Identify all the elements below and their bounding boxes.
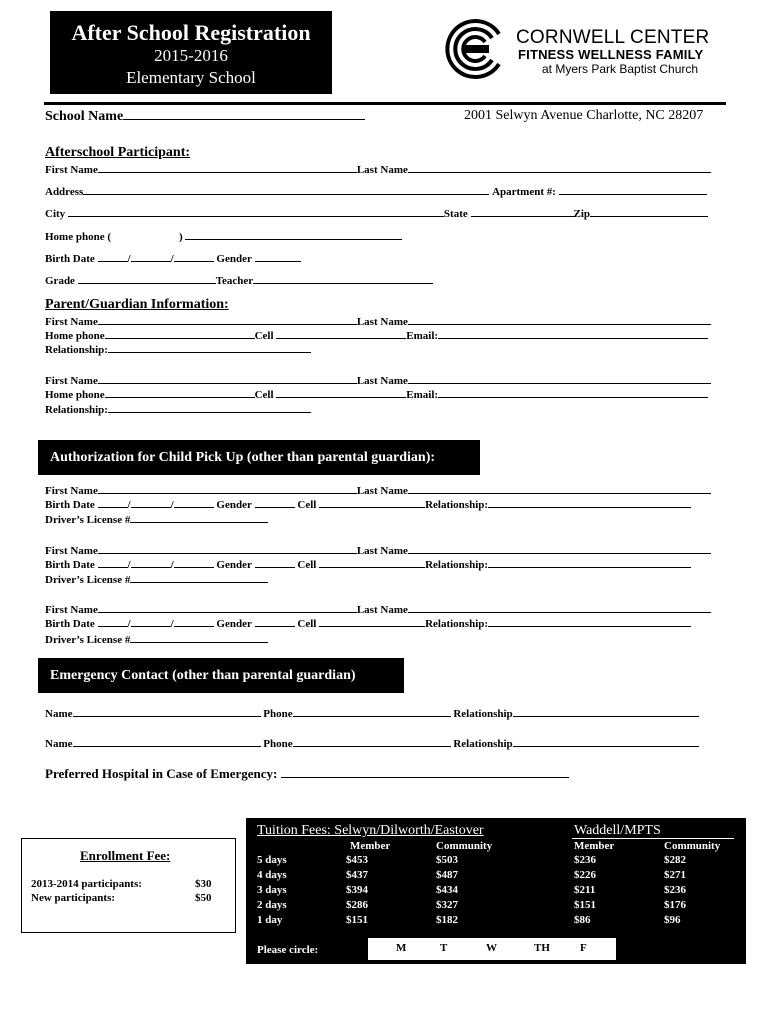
hospital-row [45, 766, 569, 782]
home-phone-label: Home phone [45, 330, 105, 342]
guardian2-phone-row [45, 387, 708, 401]
last-name-label: Last Name [356, 485, 408, 497]
col-community: Community [436, 840, 493, 852]
guardian1-last-name-input[interactable] [408, 314, 711, 325]
participant-city-row [45, 206, 708, 220]
grade-input[interactable] [78, 273, 216, 284]
form-title: After School Registration [71, 20, 311, 45]
last-name-label: Last Name [356, 545, 408, 557]
pickup1-name-row [45, 483, 711, 497]
pickup1-gender-input[interactable] [255, 497, 295, 508]
tuition-price: $286 [346, 899, 368, 911]
city-input[interactable] [68, 206, 444, 217]
enrollment-fee-box [21, 838, 236, 933]
emergency2-row [45, 736, 699, 750]
logo-name: CORNWELL CENTER [516, 27, 710, 48]
date-slash: / [127, 499, 131, 511]
birth-date-label: Birth Date [45, 618, 95, 630]
pickup3-last-name-input[interactable] [408, 602, 711, 613]
guardian2-relationship-input[interactable] [108, 402, 311, 413]
paren-close: ) [179, 231, 183, 243]
gender-input[interactable] [255, 251, 301, 262]
tuition-price: $211 [574, 884, 596, 896]
pickup2-name-row [45, 543, 711, 557]
last-name-label: Last Name [356, 604, 408, 616]
pickup2-birth-row [45, 557, 691, 571]
relationship-label: Relationship: [425, 618, 489, 630]
guardian1-relationship-row [45, 342, 311, 356]
guardian1-cell-input[interactable] [276, 328, 406, 339]
teacher-input[interactable] [253, 273, 433, 284]
birth-date-label: Birth Date [45, 253, 95, 265]
tuition-price: $503 [436, 854, 458, 866]
first-name-label: First Name [45, 316, 98, 328]
guardian1-relationship-input[interactable] [108, 342, 311, 353]
guardian1-home-phone-input[interactable] [105, 328, 255, 339]
tuition-days-label: 5 days [257, 854, 287, 866]
date-slash: / [170, 559, 174, 571]
pickup2-birth-year-input[interactable] [174, 557, 214, 568]
col-member: Member [350, 840, 391, 852]
emergency-banner: Emergency Contact (other than parental guardian) [38, 658, 404, 693]
date-slash: / [170, 253, 174, 265]
participant-grade-row [45, 273, 433, 287]
state-input[interactable] [471, 206, 574, 217]
first-name-label: First Name [45, 604, 98, 616]
pickup1-birth-year-input[interactable] [174, 497, 214, 508]
first-name-label: First Name [45, 164, 98, 176]
relationship-label: Relationship [453, 708, 513, 720]
state-label: State [443, 208, 468, 220]
guardian2-email-input[interactable] [438, 387, 708, 398]
tuition-price: $86 [574, 914, 591, 926]
pickup3-license-input[interactable] [130, 632, 268, 643]
guardian1-name-row [45, 314, 711, 328]
apartment-label: Apartment #: [492, 186, 556, 198]
birth-year-input[interactable] [174, 251, 214, 262]
pickup1-license-input[interactable] [130, 512, 268, 523]
guardian2-last-name-input[interactable] [408, 373, 711, 384]
tuition-price: $151 [574, 899, 596, 911]
waddell-rule [572, 838, 734, 839]
apartment-input[interactable] [559, 184, 707, 195]
enrollment-row-fee: $30 [195, 878, 212, 890]
zip-input[interactable] [590, 206, 708, 217]
emergency1-phone-input[interactable] [293, 706, 451, 717]
form-title-block [50, 11, 332, 94]
enrollment-fee-title: Enrollment Fee: [80, 848, 171, 863]
gender-label: Gender [216, 618, 252, 630]
tuition-title-waddell: Waddell/MPTS [574, 823, 661, 838]
enrollment-row-fee: $50 [195, 892, 212, 904]
name-label: Name [45, 708, 73, 720]
participant-phone-row [45, 229, 402, 243]
first-name-label: First Name [45, 485, 98, 497]
emergency2-phone-input[interactable] [293, 736, 451, 747]
day-option-friday[interactable]: F [580, 942, 587, 954]
guardian2-cell-input[interactable] [276, 387, 406, 398]
tuition-price: $434 [436, 884, 458, 896]
emergency1-relationship-input[interactable] [513, 706, 699, 717]
pickup2-gender-input[interactable] [255, 557, 295, 568]
birth-day-input[interactable] [131, 251, 171, 262]
tuition-days-label: 3 days [257, 884, 287, 896]
form-year: 2015-2016 [154, 46, 228, 65]
birth-date-label: Birth Date [45, 559, 95, 571]
date-slash: / [127, 618, 131, 630]
pickup3-license-row [45, 632, 268, 646]
tuition-price: $453 [346, 854, 368, 866]
pickup-banner: Authorization for Child Pick Up (other than parental guardian): [38, 440, 480, 475]
date-slash: / [127, 559, 131, 571]
tuition-days-label: 1 day [257, 914, 283, 926]
city-label: City [45, 208, 66, 220]
emergency2-name-input[interactable] [73, 736, 261, 747]
date-slash: / [170, 499, 174, 511]
pickup2-cell-input[interactable] [319, 557, 425, 568]
gender-label: Gender [216, 499, 252, 511]
email-label: Email: [406, 389, 439, 401]
phone-label: Phone [263, 708, 293, 720]
tuition-price: $394 [346, 884, 368, 896]
tuition-price: $282 [664, 854, 686, 866]
license-label: Driver’s License # [45, 634, 131, 646]
header-rule [44, 102, 726, 105]
email-label: Email: [406, 330, 439, 342]
tuition-price: $437 [346, 869, 368, 881]
tuition-price: $226 [574, 869, 596, 881]
col-community: Community [664, 840, 721, 852]
tuition-price: $271 [664, 869, 686, 881]
cell-label: Cell [297, 559, 317, 571]
pickup2-birth-month-input[interactable] [98, 557, 128, 568]
pickup2-relationship-input[interactable] [488, 557, 691, 568]
license-label: Driver’s License # [45, 574, 131, 586]
home-phone-label: Home phone [45, 389, 105, 401]
grade-label: Grade [45, 275, 75, 287]
pickup2-birth-day-input[interactable] [131, 557, 171, 568]
participant-first-name-input[interactable] [98, 162, 357, 173]
pickup3-cell-input[interactable] [319, 616, 425, 627]
cell-label: Cell [297, 499, 317, 511]
pickup3-birth-row [45, 616, 691, 630]
participant-address-row [45, 184, 707, 198]
guardian2-home-phone-input[interactable] [105, 387, 255, 398]
cell-label: Cell [254, 330, 274, 342]
col-member: Member [574, 840, 615, 852]
guardian1-first-name-input[interactable] [98, 314, 357, 325]
cell-label: Cell [297, 618, 317, 630]
participant-name-row [45, 162, 711, 176]
day-option-thursday[interactable]: TH [534, 942, 550, 954]
cell-label: Cell [254, 389, 274, 401]
pickup1-relationship-input[interactable] [488, 497, 691, 508]
please-circle-label: Please circle: [257, 944, 319, 956]
emergency1-name-input[interactable] [73, 706, 261, 717]
day-option-wednesday[interactable]: W [486, 942, 497, 954]
school-name-input[interactable] [123, 109, 365, 120]
guardian1-email-input[interactable] [438, 328, 708, 339]
pickup1-birth-month-input[interactable] [98, 497, 128, 508]
pickup1-birth-row [45, 497, 691, 511]
pickup1-last-name-input[interactable] [408, 483, 711, 494]
zip-label: Zip [573, 208, 591, 220]
tuition-price: $236 [574, 854, 596, 866]
pickup2-first-name-input[interactable] [98, 543, 357, 554]
gender-label: Gender [216, 253, 252, 265]
participant-birth-row [45, 251, 301, 265]
hospital-label: Preferred Hospital in Case of Emergency: [45, 766, 278, 781]
last-name-label: Last Name [356, 375, 408, 387]
pickup3-birth-year-input[interactable] [174, 616, 214, 627]
tuition-title: Tuition Fees: Selwyn/Dilworth/Eastover [257, 823, 484, 838]
first-name-label: First Name [45, 375, 98, 387]
guardian2-relationship-row [45, 402, 311, 416]
date-slash: / [170, 618, 174, 630]
teacher-label: Teacher [215, 275, 254, 287]
home-phone-label: Home phone ( [45, 231, 111, 243]
logo-subtitle: at Myers Park Baptist Church [542, 62, 699, 76]
enrollment-row-label: 2013-2014 participants: [31, 878, 142, 890]
pickup2-last-name-input[interactable] [408, 543, 711, 554]
pickup1-cell-input[interactable] [319, 497, 425, 508]
center-address: 2001 Selwyn Avenue Charlotte, NC 28207 [464, 108, 704, 123]
pickup3-first-name-input[interactable] [98, 602, 357, 613]
tuition-price: $96 [664, 914, 681, 926]
pickup1-first-name-input[interactable] [98, 483, 357, 494]
enrollment-row-label: New participants: [31, 892, 116, 904]
pickup3-birth-day-input[interactable] [131, 616, 171, 627]
guardian2-name-row [45, 373, 711, 387]
pickup3-birth-month-input[interactable] [98, 616, 128, 627]
relationship-label: Relationship: [45, 344, 108, 356]
tuition-price: $182 [436, 914, 458, 926]
name-label: Name [45, 738, 73, 750]
tuition-price: $151 [346, 914, 368, 926]
tuition-days-label: 4 days [257, 869, 287, 881]
pickup3-relationship-input[interactable] [488, 616, 691, 627]
pickup3-gender-input[interactable] [255, 616, 295, 627]
tuition-price: $176 [664, 899, 686, 911]
relationship-label: Relationship [453, 738, 513, 750]
pickup2-license-row [45, 572, 268, 586]
guardian-heading: Parent/Guardian Information: [45, 297, 229, 312]
birth-month-input[interactable] [98, 251, 128, 262]
day-option-monday[interactable]: M [396, 942, 407, 954]
form-level: Elementary School [126, 68, 256, 87]
emergency1-row [45, 706, 699, 720]
tuition-price: $487 [436, 869, 458, 881]
pickup2-license-input[interactable] [130, 572, 268, 583]
phone-label: Phone [263, 738, 293, 750]
home-phone-input[interactable] [185, 229, 402, 240]
participant-last-name-input[interactable] [408, 162, 711, 173]
day-option-tuesday[interactable]: T [440, 942, 448, 954]
tuition-price: $327 [436, 899, 458, 911]
tuition-days-label: 2 days [257, 899, 287, 911]
guardian1-phone-row [45, 328, 708, 342]
relationship-label: Relationship: [45, 404, 108, 416]
pickup1-birth-day-input[interactable] [131, 497, 171, 508]
emergency2-relationship-input[interactable] [513, 736, 699, 747]
relationship-label: Relationship: [425, 559, 489, 571]
address-label: Address [45, 186, 84, 198]
day-selection-box [368, 938, 616, 960]
tuition-price: $236 [664, 884, 686, 896]
cornwell-c-logo-icon [443, 16, 509, 82]
license-label: Driver’s License # [45, 514, 131, 526]
address-input[interactable] [83, 184, 489, 195]
gender-label: Gender [216, 559, 252, 571]
relationship-label: Relationship: [425, 499, 489, 511]
hospital-input[interactable] [281, 766, 569, 778]
participant-heading: Afterschool Participant: [45, 145, 191, 160]
pickup3-name-row [45, 602, 711, 616]
guardian2-first-name-input[interactable] [98, 373, 357, 384]
logo-tagline: FITNESS WELLNESS FAMILY [518, 47, 704, 62]
school-name-label: School Name [45, 109, 124, 124]
last-name-label: Last Name [356, 164, 408, 176]
pickup1-license-row [45, 512, 268, 526]
last-name-label: Last Name [356, 316, 408, 328]
first-name-label: First Name [45, 545, 98, 557]
date-slash: / [127, 253, 131, 265]
birth-date-label: Birth Date [45, 499, 95, 511]
school-name-row [45, 109, 365, 125]
